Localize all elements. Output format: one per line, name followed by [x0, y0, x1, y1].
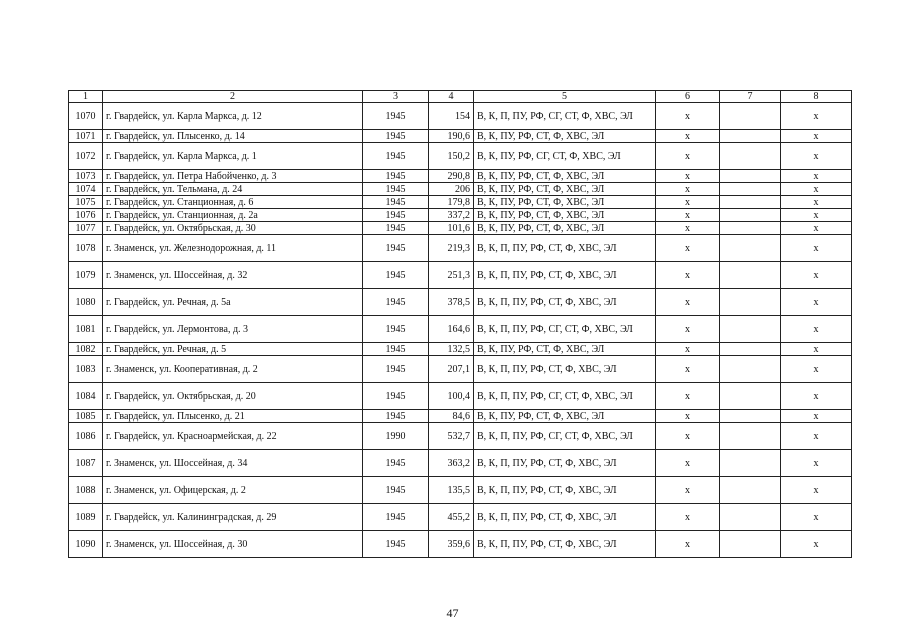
address-cell: г. Гвардейск, ул. Плысенко, д. 21 — [103, 410, 363, 423]
year-cell: 1945 — [363, 504, 429, 531]
col6-cell: х — [656, 423, 720, 450]
col8-cell: х — [781, 235, 852, 262]
col7-cell — [720, 531, 781, 558]
table-row — [69, 423, 852, 450]
row-number-cell: 1084 — [69, 383, 103, 410]
area-cell: 251,3 — [429, 262, 474, 289]
col8-cell: х — [781, 423, 852, 450]
col6-cell: х — [656, 504, 720, 531]
col8-cell: х — [781, 143, 852, 170]
row-number-cell: 1074 — [69, 183, 103, 196]
col8-cell: х — [781, 262, 852, 289]
elements-cell: В, К, П, ПУ, РФ, СТ, Ф, ХВС, ЭЛ — [474, 356, 656, 383]
address-cell: г. Гвардейск, ул. Речная, д. 5а — [103, 289, 363, 316]
table-row — [69, 130, 852, 143]
col6-cell: х — [656, 183, 720, 196]
col7-cell — [720, 356, 781, 383]
row-number-cell: 1076 — [69, 209, 103, 222]
col6-cell: х — [656, 531, 720, 558]
col7-cell — [720, 130, 781, 143]
col8-cell: х — [781, 410, 852, 423]
elements-cell: В, К, П, ПУ, РФ, СТ, Ф, ХВС, ЭЛ — [474, 504, 656, 531]
area-cell: 455,2 — [429, 504, 474, 531]
address-cell: г. Гвардейск, ул. Лермонтова, д. 3 — [103, 316, 363, 343]
area-cell: 179,8 — [429, 196, 474, 209]
col8-cell: х — [781, 477, 852, 504]
col7-cell — [720, 235, 781, 262]
year-cell: 1945 — [363, 130, 429, 143]
address-cell: г. Гвардейск, ул. Карла Маркса, д. 1 — [103, 143, 363, 170]
col8-cell: х — [781, 196, 852, 209]
year-cell: 1945 — [363, 410, 429, 423]
elements-cell: В, К, П, ПУ, РФ, СТ, Ф, ХВС, ЭЛ — [474, 262, 656, 289]
area-cell: 337,2 — [429, 209, 474, 222]
elements-cell: В, К, ПУ, РФ, СТ, Ф, ХВС, ЭЛ — [474, 196, 656, 209]
col7-cell — [720, 183, 781, 196]
row-number-cell: 1085 — [69, 410, 103, 423]
table-row — [69, 196, 852, 209]
table-row — [69, 504, 852, 531]
elements-cell: В, К, ПУ, РФ, СТ, Ф, ХВС, ЭЛ — [474, 222, 656, 235]
row-number-cell: 1090 — [69, 531, 103, 558]
address-cell: г. Знаменск, ул. Железнодорожная, д. 11 — [103, 235, 363, 262]
area-cell: 101,6 — [429, 222, 474, 235]
address-cell: г. Гвардейск, ул. Речная, д. 5 — [103, 343, 363, 356]
area-cell: 132,5 — [429, 343, 474, 356]
col6-cell: х — [656, 262, 720, 289]
area-cell: 154 — [429, 103, 474, 130]
address-cell: г. Знаменск, ул. Шоссейная, д. 34 — [103, 450, 363, 477]
col7-cell — [720, 103, 781, 130]
col7-cell — [720, 343, 781, 356]
year-cell: 1990 — [363, 423, 429, 450]
header-cell: 8 — [781, 91, 852, 103]
area-cell: 84,6 — [429, 410, 474, 423]
address-cell: г. Гвардейск, ул. Красноармейская, д. 22 — [103, 423, 363, 450]
col6-cell: х — [656, 356, 720, 383]
col6-cell: х — [656, 477, 720, 504]
col6-cell: х — [656, 410, 720, 423]
col6-cell: х — [656, 316, 720, 343]
elements-cell: В, К, П, ПУ, РФ, СГ, СТ, Ф, ХВС, ЭЛ — [474, 383, 656, 410]
year-cell: 1945 — [363, 450, 429, 477]
year-cell: 1945 — [363, 343, 429, 356]
row-number-cell: 1081 — [69, 316, 103, 343]
table-row — [69, 103, 852, 130]
address-cell: г. Знаменск, ул. Шоссейная, д. 30 — [103, 531, 363, 558]
register-table — [68, 90, 852, 558]
col8-cell: х — [781, 383, 852, 410]
col7-cell — [720, 383, 781, 410]
col8-cell: х — [781, 531, 852, 558]
col7-cell — [720, 410, 781, 423]
year-cell: 1945 — [363, 383, 429, 410]
row-number-cell: 1079 — [69, 262, 103, 289]
area-cell: 532,7 — [429, 423, 474, 450]
address-cell: г. Гвардейск, ул. Плысенко, д. 14 — [103, 130, 363, 143]
address-cell: г. Гвардейск, ул. Октябрьская, д. 30 — [103, 222, 363, 235]
elements-cell: В, К, ПУ, РФ, СГ, СТ, Ф, ХВС, ЭЛ — [474, 143, 656, 170]
header-cell: 5 — [474, 91, 656, 103]
col6-cell: х — [656, 209, 720, 222]
year-cell: 1945 — [363, 103, 429, 130]
col7-cell — [720, 316, 781, 343]
area-cell: 363,2 — [429, 450, 474, 477]
col7-cell — [720, 289, 781, 316]
address-cell: г. Гвардейск, ул. Карла Маркса, д. 12 — [103, 103, 363, 130]
col7-cell — [720, 262, 781, 289]
table-row — [69, 235, 852, 262]
elements-cell: В, К, П, ПУ, РФ, СГ, СТ, Ф, ХВС, ЭЛ — [474, 316, 656, 343]
elements-cell: В, К, П, ПУ, РФ, СТ, Ф, ХВС, ЭЛ — [474, 289, 656, 316]
table-row — [69, 383, 852, 410]
col8-cell: х — [781, 289, 852, 316]
elements-cell: В, К, П, ПУ, РФ, СТ, Ф, ХВС, ЭЛ — [474, 450, 656, 477]
row-number-cell: 1080 — [69, 289, 103, 316]
table-row — [69, 209, 852, 222]
area-cell: 150,2 — [429, 143, 474, 170]
year-cell: 1945 — [363, 477, 429, 504]
row-number-cell: 1072 — [69, 143, 103, 170]
area-cell: 207,1 — [429, 356, 474, 383]
table-body — [69, 91, 852, 558]
page-number: 47 — [446, 606, 459, 620]
col8-cell: х — [781, 316, 852, 343]
col7-cell — [720, 477, 781, 504]
col8-cell: х — [781, 209, 852, 222]
col6-cell: х — [656, 170, 720, 183]
address-cell: г. Гвардейск, ул. Станционная, д. 6 — [103, 196, 363, 209]
header-cell: 3 — [363, 91, 429, 103]
table-row — [69, 531, 852, 558]
col6-cell: х — [656, 343, 720, 356]
table-row — [69, 289, 852, 316]
table-row — [69, 356, 852, 383]
area-cell: 359,6 — [429, 531, 474, 558]
year-cell: 1945 — [363, 262, 429, 289]
header-cell: 4 — [429, 91, 474, 103]
col8-cell: х — [781, 130, 852, 143]
year-cell: 1945 — [363, 356, 429, 383]
elements-cell: В, К, ПУ, РФ, СТ, Ф, ХВС, ЭЛ — [474, 209, 656, 222]
row-number-cell: 1083 — [69, 356, 103, 383]
col6-cell: х — [656, 383, 720, 410]
table-row — [69, 410, 852, 423]
year-cell: 1945 — [363, 183, 429, 196]
row-number-cell: 1087 — [69, 450, 103, 477]
col7-cell — [720, 196, 781, 209]
col8-cell: х — [781, 356, 852, 383]
elements-cell: В, К, ПУ, РФ, СТ, Ф, ХВС, ЭЛ — [474, 130, 656, 143]
row-number-cell: 1078 — [69, 235, 103, 262]
year-cell: 1945 — [363, 235, 429, 262]
year-cell: 1945 — [363, 170, 429, 183]
area-cell: 219,3 — [429, 235, 474, 262]
row-number-cell: 1089 — [69, 504, 103, 531]
col7-cell — [720, 423, 781, 450]
row-number-cell: 1077 — [69, 222, 103, 235]
row-number-cell: 1071 — [69, 130, 103, 143]
table-row — [69, 343, 852, 356]
header-row — [69, 91, 852, 103]
address-cell: г. Гвардейск, ул. Калининградская, д. 29 — [103, 504, 363, 531]
year-cell: 1945 — [363, 196, 429, 209]
elements-cell: В, К, П, ПУ, РФ, СГ, СТ, Ф, ХВС, ЭЛ — [474, 423, 656, 450]
col8-cell: х — [781, 103, 852, 130]
area-cell: 100,4 — [429, 383, 474, 410]
elements-cell: В, К, П, ПУ, РФ, СТ, Ф, ХВС, ЭЛ — [474, 477, 656, 504]
col6-cell: х — [656, 235, 720, 262]
year-cell: 1945 — [363, 531, 429, 558]
col6-cell: х — [656, 143, 720, 170]
col7-cell — [720, 504, 781, 531]
elements-cell: В, К, ПУ, РФ, СТ, Ф, ХВС, ЭЛ — [474, 343, 656, 356]
address-cell: г. Знаменск, ул. Кооперативная, д. 2 — [103, 356, 363, 383]
col6-cell: х — [656, 103, 720, 130]
elements-cell: В, К, П, ПУ, РФ, СГ, СТ, Ф, ХВС, ЭЛ — [474, 103, 656, 130]
col7-cell — [720, 450, 781, 477]
address-cell: г. Гвардейск, ул. Петра Набойченко, д. 3 — [103, 170, 363, 183]
header-cell: 6 — [656, 91, 720, 103]
col6-cell: х — [656, 289, 720, 316]
area-cell: 164,6 — [429, 316, 474, 343]
col8-cell: х — [781, 170, 852, 183]
table-row — [69, 262, 852, 289]
col7-cell — [720, 222, 781, 235]
col6-cell: х — [656, 196, 720, 209]
table-row — [69, 477, 852, 504]
col8-cell: х — [781, 183, 852, 196]
col8-cell: х — [781, 343, 852, 356]
table-row — [69, 222, 852, 235]
col8-cell: х — [781, 450, 852, 477]
col8-cell: х — [781, 504, 852, 531]
area-cell: 135,5 — [429, 477, 474, 504]
col6-cell: х — [656, 450, 720, 477]
row-number-cell: 1073 — [69, 170, 103, 183]
col6-cell: х — [656, 222, 720, 235]
col7-cell — [720, 209, 781, 222]
row-number-cell: 1070 — [69, 103, 103, 130]
elements-cell: В, К, ПУ, РФ, СТ, Ф, ХВС, ЭЛ — [474, 410, 656, 423]
address-cell: г. Знаменск, ул. Офицерская, д. 2 — [103, 477, 363, 504]
year-cell: 1945 — [363, 316, 429, 343]
col6-cell: х — [656, 130, 720, 143]
address-cell: г. Гвардейск, ул. Октябрьская, д. 20 — [103, 383, 363, 410]
address-cell: г. Гвардейск, ул. Тельмана, д. 24 — [103, 183, 363, 196]
col8-cell: х — [781, 222, 852, 235]
elements-cell: В, К, ПУ, РФ, СТ, Ф, ХВС, ЭЛ — [474, 170, 656, 183]
elements-cell: В, К, ПУ, РФ, СТ, Ф, ХВС, ЭЛ — [474, 183, 656, 196]
area-cell: 378,5 — [429, 289, 474, 316]
year-cell: 1945 — [363, 209, 429, 222]
elements-cell: В, К, П, ПУ, РФ, СТ, Ф, ХВС, ЭЛ — [474, 531, 656, 558]
row-number-cell: 1082 — [69, 343, 103, 356]
address-cell: г. Гвардейск, ул. Станционная, д. 2а — [103, 209, 363, 222]
table-row — [69, 450, 852, 477]
header-cell: 1 — [69, 91, 103, 103]
year-cell: 1945 — [363, 222, 429, 235]
row-number-cell: 1086 — [69, 423, 103, 450]
year-cell: 1945 — [363, 289, 429, 316]
elements-cell: В, К, П, ПУ, РФ, СТ, Ф, ХВС, ЭЛ — [474, 235, 656, 262]
row-number-cell: 1088 — [69, 477, 103, 504]
address-cell: г. Знаменск, ул. Шоссейная, д. 32 — [103, 262, 363, 289]
table-row — [69, 183, 852, 196]
header-cell: 7 — [720, 91, 781, 103]
area-cell: 206 — [429, 183, 474, 196]
col7-cell — [720, 143, 781, 170]
area-cell: 290,8 — [429, 170, 474, 183]
table-row — [69, 170, 852, 183]
row-number-cell: 1075 — [69, 196, 103, 209]
header-cell: 2 — [103, 91, 363, 103]
col7-cell — [720, 170, 781, 183]
area-cell: 190,6 — [429, 130, 474, 143]
table-row — [69, 143, 852, 170]
year-cell: 1945 — [363, 143, 429, 170]
table-row — [69, 316, 852, 343]
